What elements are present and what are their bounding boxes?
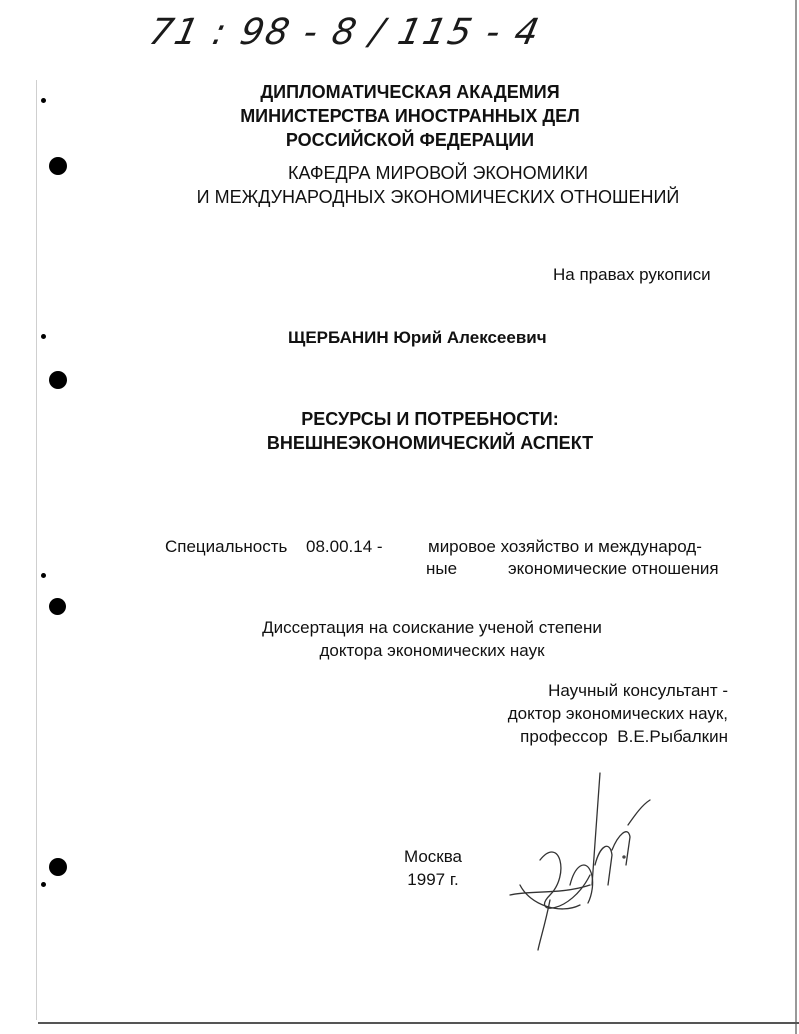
academy-line-2: МИНИСТЕРСТВА ИНОСТРАННЫХ ДЕЛ bbox=[240, 106, 580, 126]
degree-line-2: доктора экономических наук bbox=[319, 641, 545, 660]
title-line-2: ВНЕШНЕЭКОНОМИЧЕСКИЙ АСПЕКТ bbox=[266, 433, 594, 453]
consultant-block bbox=[508, 679, 728, 748]
specialty-name-line-2b: экономические отношения bbox=[508, 559, 719, 578]
academy-line-3: РОССИЙСКОЙ ФЕДЕРАЦИИ bbox=[285, 130, 535, 150]
degree-block bbox=[0, 616, 799, 662]
bottom-edge-line bbox=[38, 1022, 799, 1024]
author-name: ЩЕРБАНИН Юрий Алексеевич bbox=[288, 328, 547, 347]
signature-icon bbox=[500, 765, 670, 955]
punch-hole-3 bbox=[49, 598, 66, 615]
consultant-line-3: профессор В.Е.Рыбалкин bbox=[520, 727, 728, 746]
punch-hole-2 bbox=[49, 371, 67, 389]
specialty-code: 08.00.14 - bbox=[306, 537, 383, 556]
punch-hole-4 bbox=[49, 858, 67, 876]
punch-mark-2 bbox=[41, 334, 46, 339]
academy-header bbox=[0, 80, 799, 152]
specialty-name-line-2a: ные bbox=[426, 559, 458, 578]
punch-mark-3 bbox=[41, 573, 46, 578]
city: Москва bbox=[403, 847, 463, 866]
left-edge-line bbox=[36, 80, 37, 1020]
department-line-1: КАФЕДРА МИРОВОЙ ЭКОНОМИКИ bbox=[287, 163, 589, 183]
title-line-1: РЕСУРСЫ И ПОТРЕБНОСТИ: bbox=[301, 409, 559, 429]
year: 1997 г. bbox=[407, 870, 459, 889]
specialty-label: Специальность bbox=[165, 537, 288, 556]
consultant-line-2: доктор экономических наук, bbox=[507, 704, 728, 723]
academy-line-1: ДИПЛОМАТИЧЕСКАЯ АКАДЕМИЯ bbox=[260, 82, 560, 102]
degree-line-1: Диссертация на соискание ученой степени bbox=[262, 618, 602, 637]
manuscript-rights: На правах рукописи bbox=[553, 265, 711, 284]
archive-number: 71 : 98 - 8 / 115 - 4 bbox=[145, 12, 545, 53]
right-edge-line bbox=[795, 0, 797, 1034]
department-line-2: И МЕЖДУНАРОДНЫХ ЭКОНОМИЧЕСКИХ ОТНОШЕНИЙ bbox=[196, 187, 680, 207]
consultant-line-1: Научный консультант - bbox=[548, 681, 728, 700]
dissertation-title bbox=[0, 407, 799, 455]
punch-mark-4 bbox=[41, 882, 46, 887]
specialty-name-line-1: мировое хозяйство и международ- bbox=[428, 537, 702, 556]
department-header bbox=[0, 161, 799, 209]
city-year-block bbox=[392, 845, 474, 891]
